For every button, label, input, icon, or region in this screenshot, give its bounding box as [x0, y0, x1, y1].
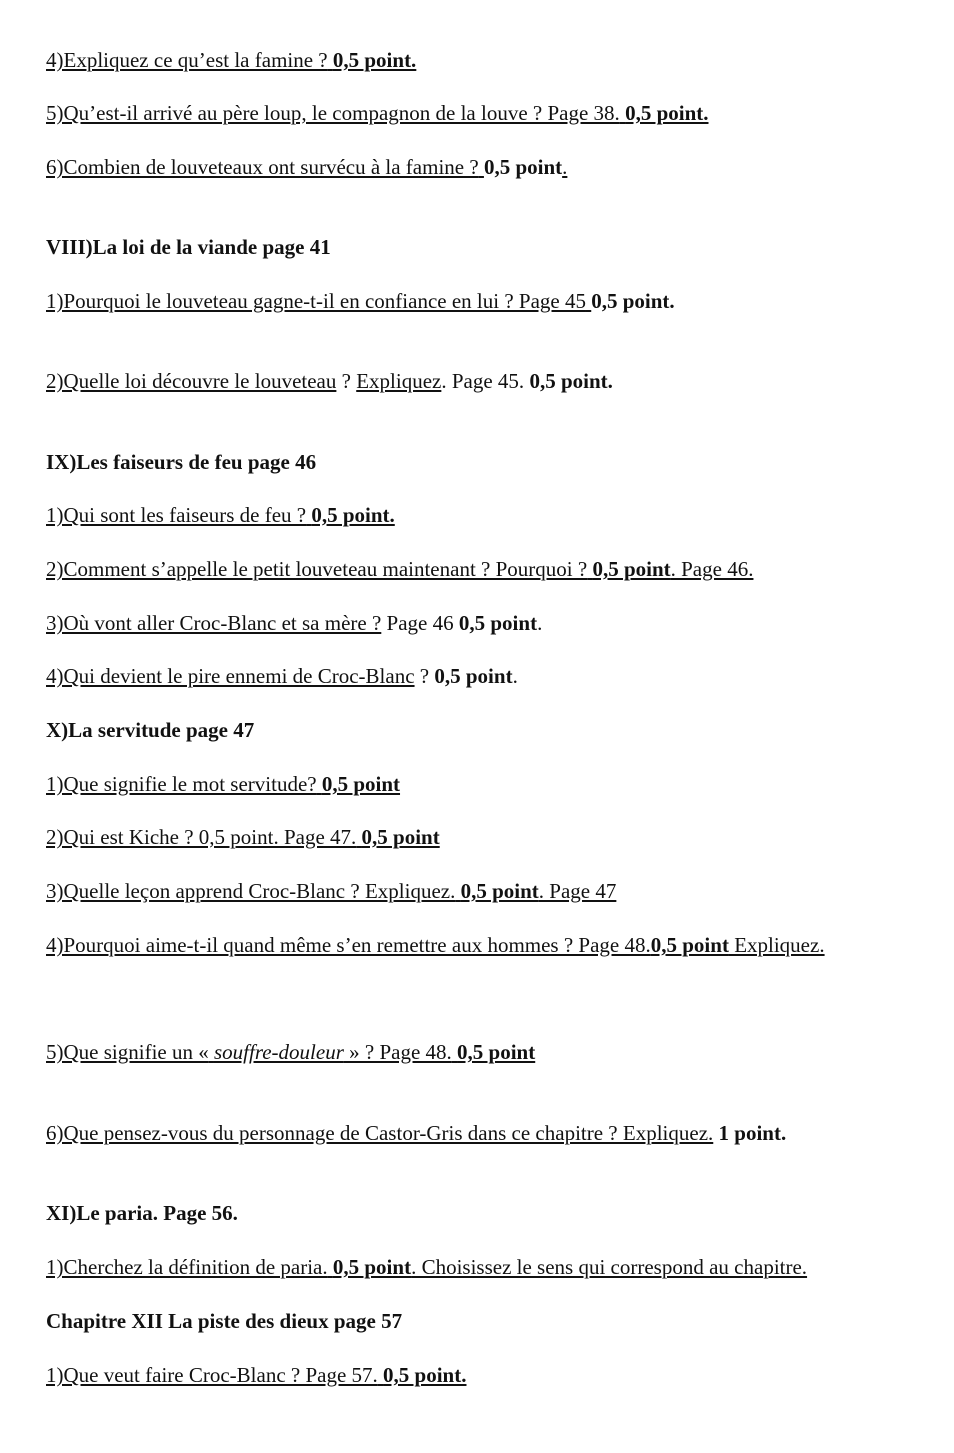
question-famine: 4)Expliquez ce qu’est la famine ? 0,5 point.: [46, 48, 417, 72]
section-heading-x: X)La servitude page 47: [46, 718, 255, 742]
question-loi: 2)Quelle loi découvre le louveteau ? Expliquez. Page 45. 0,5 point.: [46, 369, 613, 393]
points: 0,5 point: [457, 1040, 536, 1064]
question-ennemi: 4)Qui devient le pire ennemi de Croc-Blanc ? 0,5 point.: [46, 664, 518, 688]
question-castor-gris: 6)Que pensez-vous du personnage de Castor-Gris dans ce chapitre ? Expliquez. 1 point.: [46, 1121, 787, 1145]
section-heading-viii: VIII)La loi de la viande page 41: [46, 235, 331, 259]
question-servitude: 1)Que signifie le mot servitude? 0,5 point: [46, 772, 401, 796]
section-heading-ix: IX)Les faiseurs de feu page 46: [46, 450, 317, 474]
points: 1 point.: [718, 1121, 787, 1145]
points: 0,5 point: [592, 557, 671, 581]
points: 0,5 point.: [383, 1363, 467, 1387]
points: 0,5 point: [460, 879, 539, 903]
question-pere-loup: 5)Qu’est-il arrivé au père loup, le compagnon de la louve ? Page 38. 0,5 point.: [46, 101, 709, 125]
section-heading-xii: Chapitre XII La piste des dieux page 57: [46, 1309, 403, 1333]
points: 0,5 point.: [625, 101, 709, 125]
question-faiseurs: 1)Qui sont les faiseurs de feu ? 0,5 point.: [46, 503, 395, 527]
question-louveteaux: 6)Combien de louveteaux ont survécu à la famine ? 0,5 point.: [46, 155, 568, 179]
question-nom-louveteau: 2)Comment s’appelle le petit louveteau maintenant ? Pourquoi ? 0,5 point. Page 46.: [46, 557, 754, 581]
points: 0,5 point: [361, 825, 440, 849]
section-heading-xi: XI)Le paria. Page 56.: [46, 1201, 238, 1225]
points: 0,5 point.: [591, 289, 675, 313]
points: 0,5 point: [650, 933, 729, 957]
points: 0,5 point.: [332, 48, 417, 72]
question-lecon: 3)Quelle leçon apprend Croc-Blanc ? Expliquez. 0,5 point. Page 47: [46, 879, 617, 903]
points: 0,5 point.: [529, 369, 613, 393]
question-hommes: 4)Pourquoi aime-t-il quand même s’en remettre aux hommes ? Page 48.0,5 point Expliquez.: [46, 933, 825, 957]
points: 0,5 point.: [311, 503, 395, 527]
question-croc-blanc: 1)Que veut faire Croc-Blanc ? Page 57. 0,5 point.: [46, 1363, 467, 1387]
points: 0,5 point: [434, 664, 513, 688]
points: 0,5 point: [321, 772, 401, 796]
question-ou-vont: 3)Où vont aller Croc-Blanc et sa mère ? Page 46 0,5 point.: [46, 611, 543, 635]
points: 0,5 point: [332, 1255, 412, 1279]
points: 0,5 point: [458, 611, 538, 635]
question-souffre-douleur: 5)Que signifie un « souffre-douleur » ? Page 48. 0,5 point: [46, 1040, 536, 1064]
points: 0,5 point: [483, 155, 563, 179]
question-kiche: 2)Qui est Kiche ? 0,5 point. Page 47. 0,5 point: [46, 825, 440, 849]
question-paria: 1)Cherchez la définition de paria. 0,5 point. Choisissez le sens qui correspond au chapitre.: [46, 1255, 808, 1279]
question-confiance: 1)Pourquoi le louveteau gagne-t-il en confiance en lui ? Page 45 0,5 point.: [46, 289, 675, 313]
